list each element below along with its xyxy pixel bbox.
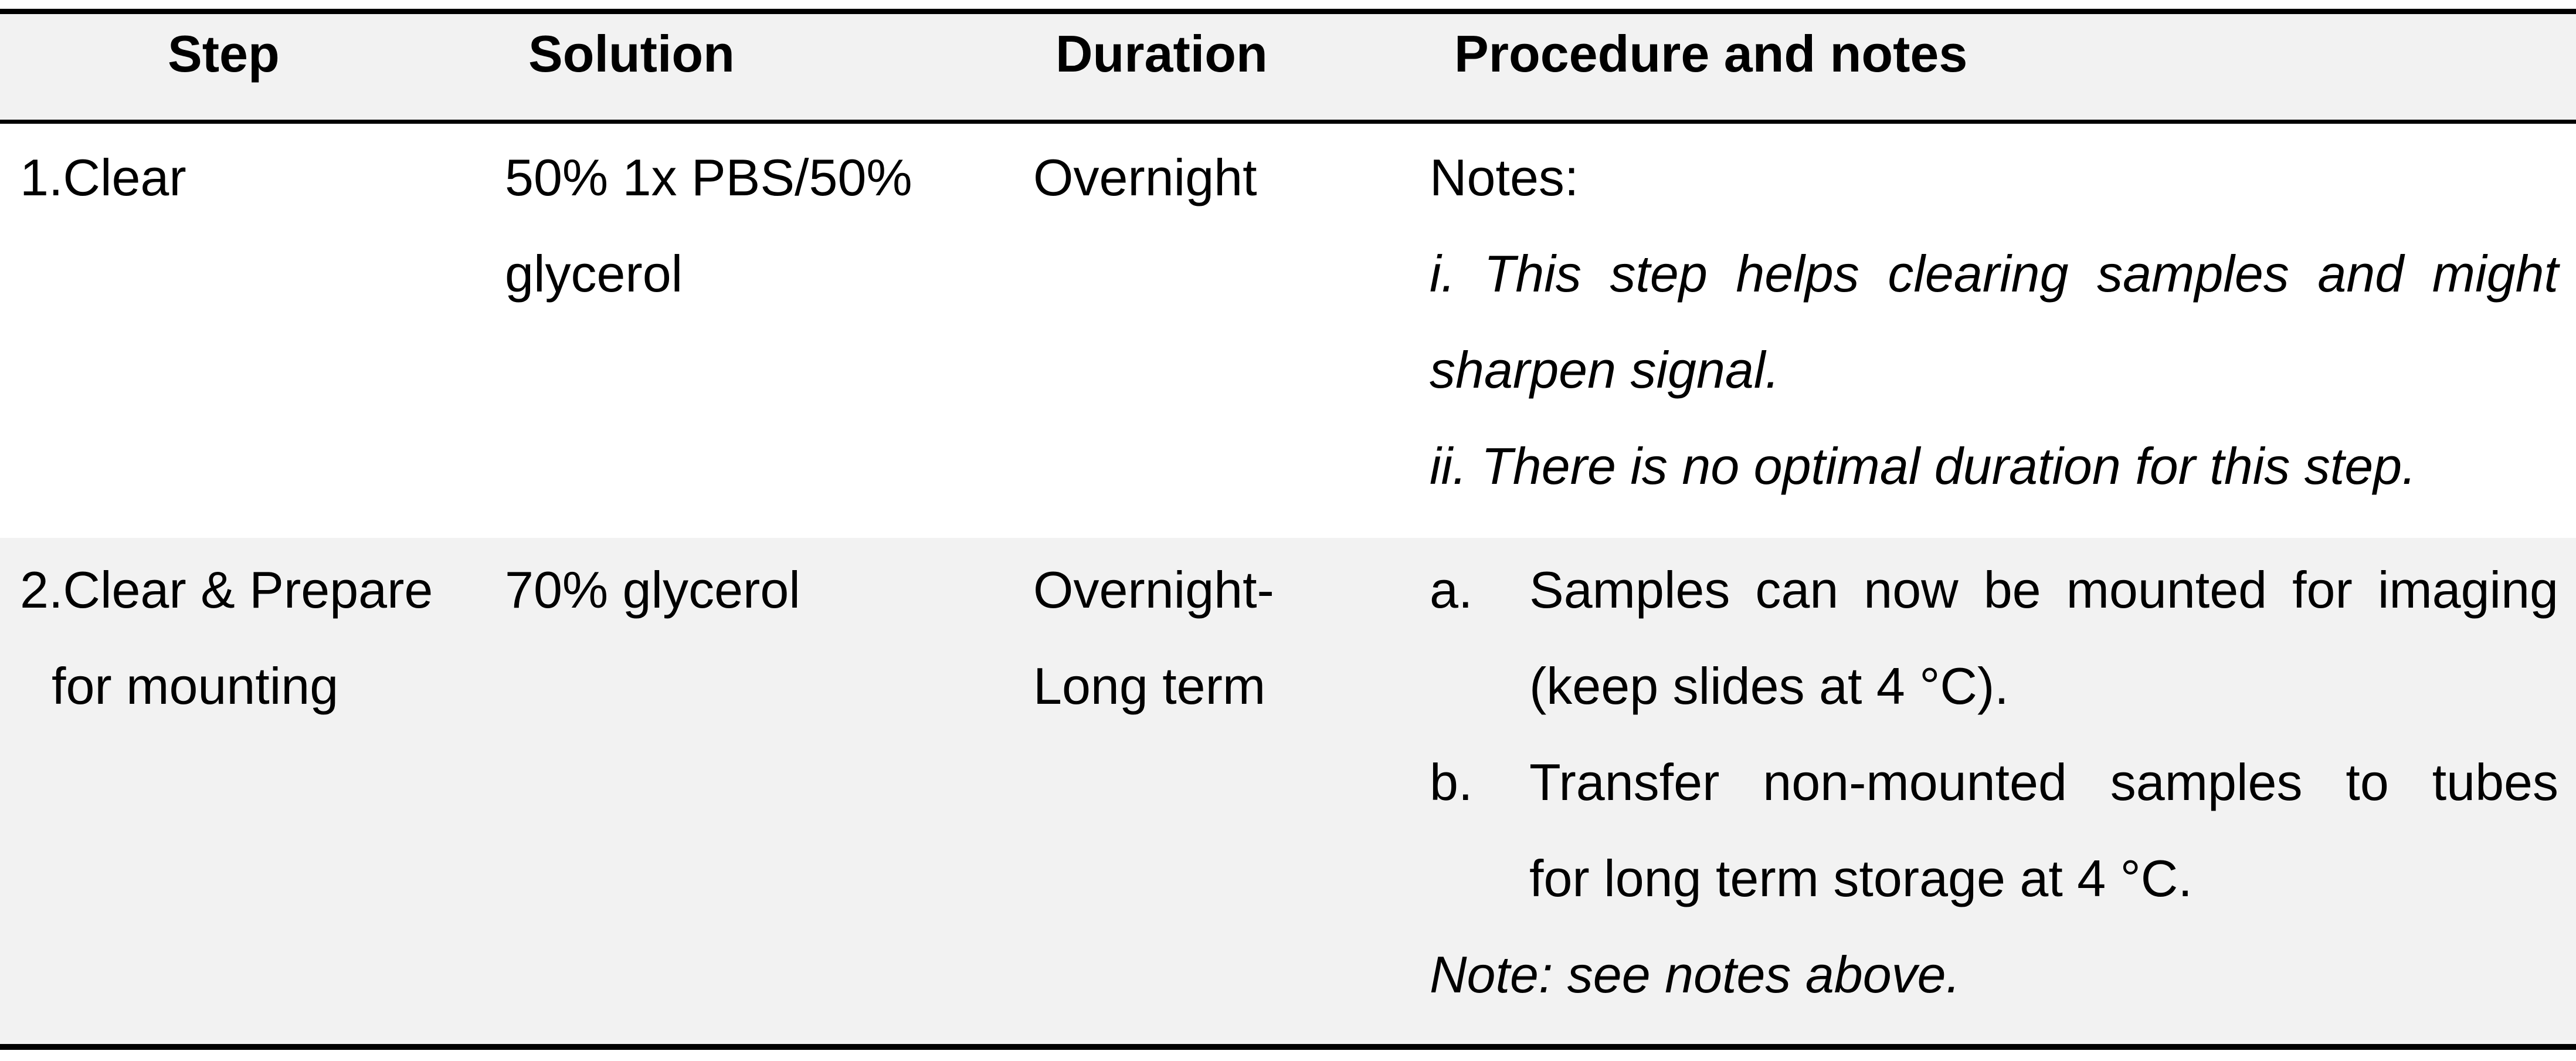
duration-line: Overnight: [1033, 148, 1257, 206]
duration-line: Overnight-: [1033, 561, 1274, 619]
header-duration: Duration: [1055, 25, 1268, 83]
header-rule: [0, 120, 2576, 124]
header-background: [0, 13, 2576, 123]
top-rule: [0, 9, 2576, 14]
header-procedure: Procedure and notes: [1454, 25, 1968, 83]
list-line: Transfer non-mounted samples to tubes: [1529, 753, 2558, 811]
row-1-solution: [505, 130, 912, 322]
list-line: Samples can now be mounted for imaging: [1529, 561, 2558, 619]
note-line: Note: see notes above.: [1430, 945, 1961, 1004]
note-line: sharpen signal.: [1430, 341, 1780, 399]
list-item: [1430, 734, 2558, 831]
row-2-procedure: [1430, 542, 2558, 1023]
list-line: for long term storage at 4 °C.: [1529, 849, 2193, 907]
header-solution: Solution: [528, 25, 735, 83]
step-line: 1.Clear: [20, 148, 186, 206]
bottom-rule: [0, 1044, 2576, 1050]
step-line: for mounting: [52, 657, 339, 715]
row-2-step: [20, 542, 433, 734]
solution-line: 70% glycerol: [505, 561, 800, 619]
row-2-solution: [505, 542, 800, 638]
row-1-step: [20, 130, 186, 226]
solution-line: 50% 1x PBS/50%: [505, 148, 912, 206]
duration-line: Long term: [1033, 657, 1266, 715]
note-line: ii. There is no optimal duration for this step.: [1430, 437, 2417, 495]
row-2-duration: [1033, 542, 1274, 734]
solution-line: glycerol: [505, 245, 683, 303]
row-1-duration: [1033, 130, 1257, 226]
note-line: i. This step helps clearing samples and might: [1430, 245, 2558, 303]
list-line: (keep slides at 4 °C).: [1529, 657, 2009, 715]
notes-label: Notes:: [1430, 148, 1579, 206]
list-marker: a.: [1430, 561, 1473, 619]
step-line: 2.Clear & Prepare: [20, 561, 433, 619]
list-marker: b.: [1430, 753, 1473, 811]
list-item: [1430, 542, 2558, 638]
row-1-procedure: [1430, 130, 2558, 514]
header-step: Step: [168, 25, 280, 83]
